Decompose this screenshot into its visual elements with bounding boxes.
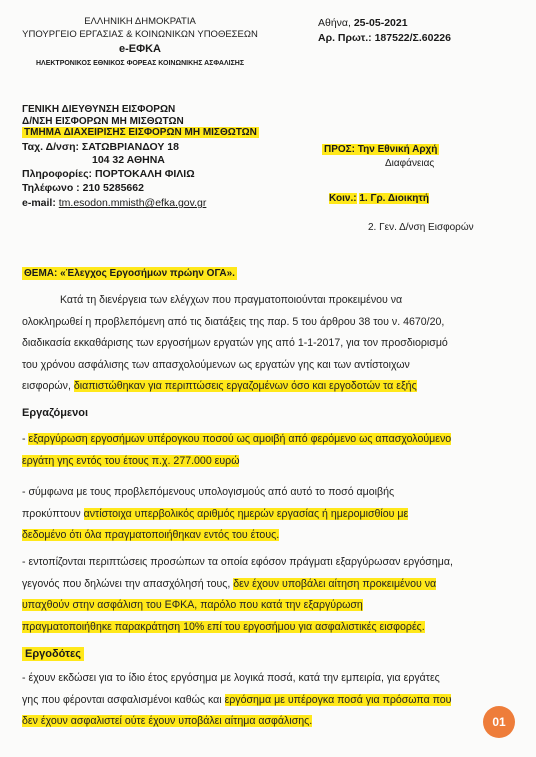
protocol-number: 187522/Σ.60226 — [374, 32, 451, 44]
email-label: e-mail: — [22, 197, 56, 209]
directorate: Δ/ΝΣΗ ΕΙΣΦΟΡΩΝ ΜΗ ΜΙΣΘΩΤΩΝ — [22, 116, 184, 127]
intro-paragraph — [22, 290, 518, 398]
item3-line-3: υπαχθούν στην ασφάλιση του ΕΦΚΑ, παρόλο που κατά την εξαργύρωση — [22, 599, 363, 611]
item4-line-2a: γης που φέρονται ασφαλισμένοι καθώς και — [22, 693, 222, 706]
section-employers: Εργοδότες — [22, 647, 84, 661]
item1-dash: - — [22, 433, 29, 445]
page-number-badge: 01 — [483, 706, 515, 738]
intro-line-3: διαδικασία εκκαθάρισης των εργοσήμων εργατών γης από 1-1-2017, για τον προσδιορισμό — [22, 337, 448, 349]
item2-line-3: δεδομένο ότι όλα πραγματοποιήθηκαν εντός του έτους. — [22, 529, 280, 541]
agency-fullname: ΗΛΕΚΤΡΟΝΙΚΟΣ ΕΘΝΙΚΟΣ ΦΟΡΕΑΣ ΚΟΙΝΩΝΙΚΗΣ ΑΣΦΑΛΙΣΗΣ — [35, 60, 245, 67]
directorate-general: ΓΕΝΙΚΗ ΔΙΕΥΘΥΝΣΗ ΕΙΣΦΟΡΩΝ — [22, 104, 176, 115]
address-street: ΣΑΤΩΒΡΙΑΝΔΟΥ 18 — [81, 141, 179, 153]
republic-line: ΕΛΛΗΝΙΚΗ ΔΗΜΟΚΡΑΤΙΑ — [84, 16, 196, 27]
item2-line-2a: προκύπτουν — [22, 507, 81, 520]
cc-item-2: 2. Γεν. Δ/νση Εισφορών — [368, 222, 474, 233]
intro-line-1: Κατά τη διενέργεια των ελέγχων που πραγματοποιούνται προκειμένου να — [60, 294, 403, 306]
doc-date: 25-05-2021 — [353, 17, 408, 29]
intro-line-5b: διαπιστώθηκαν για περιπτώσεις εργαζομένων όσο και εργοδοτών τα εξής — [73, 380, 417, 392]
employees-item-2 — [22, 482, 518, 547]
item4-line-1: - έχουν εκδώσει για το ίδιο έτος εργόσημα με λογικά ποσά, κατά την εμπειρία, για εργάτες — [22, 672, 440, 684]
agency-name: e-ΕΦΚΑ — [118, 43, 162, 55]
to-label: ΠΡΟΣ: — [324, 144, 356, 155]
phone-number: 210 5285662 — [82, 182, 144, 194]
intro-line-2: ολοκληρωθεί η προβλεπόμενη από τις διατάξεις της παρ. 5 του άρθρου 38 του ν. 4670/20, — [22, 315, 445, 328]
email-link[interactable]: tm.esodon.mmisth@efka.gov.gr — [58, 197, 207, 209]
employees-item-3 — [22, 552, 518, 638]
cc-item-1: 1. Γρ. Διοικητή — [359, 193, 429, 204]
to-line2: Διαφάνειας — [385, 158, 435, 169]
section-employees: Εργαζόμενοι — [22, 407, 89, 419]
intro-line-5a: εισφορών, — [22, 380, 71, 392]
item2-line-1: - σύμφωνα με τους προβλεπόμενους υπολογισμούς από αυτό το ποσό αμοιβής — [22, 486, 395, 498]
ministry-line: ΥΠΟΥΡΓΕΙΟ ΕΡΓΑΣΙΑΣ & ΚΟΙΝΩΝΙΚΩΝ ΥΠΟΘΕΣΕΩΝ — [22, 29, 258, 40]
employers-item-1 — [22, 668, 518, 733]
cc-label: Κοιν.: — [329, 193, 357, 204]
item3-line-1: - εντοπίζονται περιπτώσεις προσώπων τα οποία εφόσον πράγματι εξαργύρωσαν εργόσημα, — [22, 556, 453, 568]
item3-line-4: πραγματοποιήθηκε παρακράτηση 10% επί του εργοσήμου για ασφαλιστικές εισφορές. — [22, 620, 425, 633]
item3-line-2a: γεγονός που δηλώνει την απασχόλησή τους, — [22, 577, 231, 590]
address-city: 104 32 ΑΘΗΝΑ — [92, 154, 165, 166]
place-label: Αθήνα, — [318, 17, 351, 29]
info-name: ΠΟΡΤΟΚΑΛΗ ΦΙΛΙΩ — [94, 168, 195, 180]
employees-item-1 — [22, 429, 518, 472]
item4-line-2b: εργόσημα με υπέρογκα ποσά για πρόσωπα που — [224, 693, 452, 706]
to-line1: Την Εθνική Αρχή — [357, 144, 438, 155]
protocol-label: Αρ. Πρωτ.: — [318, 32, 372, 44]
subject-line: ΘΕΜΑ: «Έλεγχος Εργοσήμων πρώην ΟΓΑ». — [24, 268, 235, 279]
department: ΤΜΗΜΑ ΔΙΑΧΕΙΡΙΣΗΣ ΕΙΣΦΟΡΩΝ ΜΗ ΜΙΣΘΩΤΩΝ — [24, 127, 257, 138]
intro-line-4: του χρόνου ασφάλισης των απασχολούμενων ως εργατών γης και των αντίστοιχων — [22, 358, 410, 371]
item3-line-2b: δεν έχουν υποβάλει αίτηση προκειμένου να — [233, 577, 437, 590]
item2-line-2b: αντίστοιχα υπερβολικός αριθμός ημερών εργασίας ή ημερομισθίου με — [83, 507, 409, 520]
phone-label: Τηλέφωνο : — [22, 182, 80, 194]
item1-line-2: εργάτη γης εντός του έτους π.χ. 277.000 ευρώ — [22, 454, 240, 467]
info-label: Πληροφορίες: — [22, 168, 93, 180]
address-label: Ταχ. Δ/νση: — [22, 141, 79, 153]
item4-line-3: δεν έχουν ασφαλιστεί ούτε έχουν υποβάλει αίτημα ασφάλισης. — [22, 715, 313, 727]
item1-line-1: εξαργύρωση εργοσήμων υπέρογκου ποσού ως αμοιβή από φερόμενο ως απασχολούμενο — [28, 433, 452, 445]
